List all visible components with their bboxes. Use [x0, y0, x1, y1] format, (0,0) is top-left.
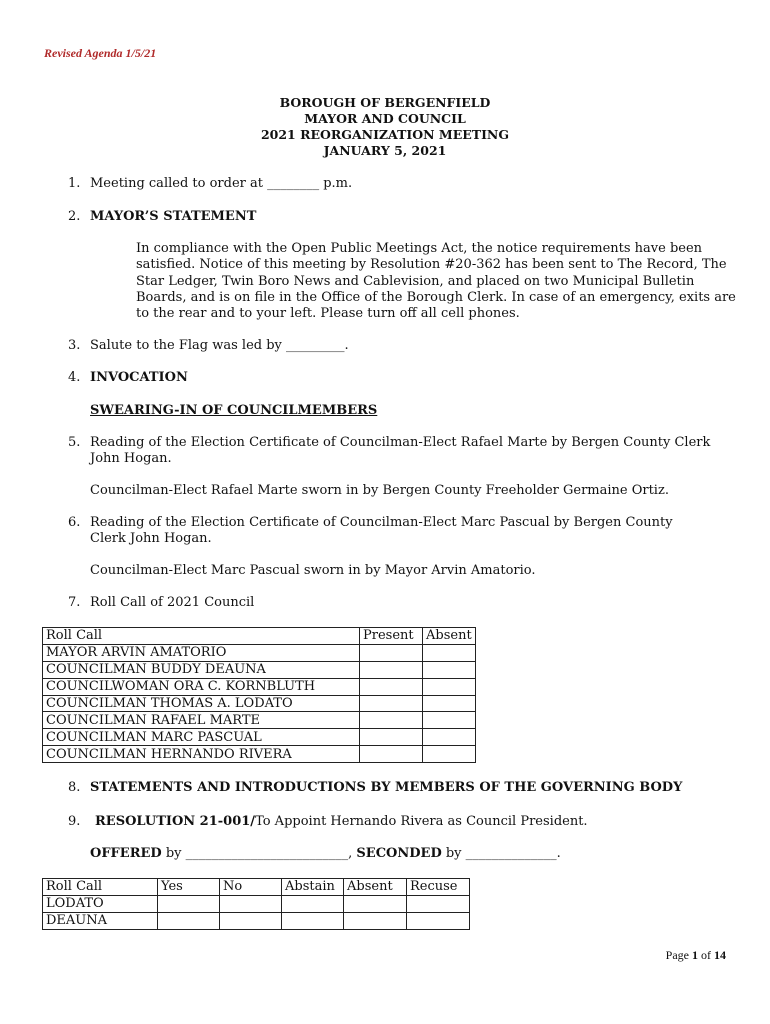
item-6-number: 6. [68, 515, 81, 530]
absent-cell [423, 712, 476, 729]
offered-seconded-line [90, 846, 561, 861]
member-name: COUNCILMAN THOMAS A. LODATO [43, 695, 360, 712]
vote-cell [344, 895, 407, 912]
table-row [43, 695, 476, 712]
item-3-text: Salute to the Flag was led by _________. [90, 338, 349, 353]
member-name: LODATO [43, 895, 158, 912]
table-row [43, 712, 476, 729]
swearing-in-heading: SWEARING-IN OF COUNCILMEMBERS [90, 403, 378, 418]
item-6-line2: Clerk John Hogan. [90, 531, 212, 546]
vote-cell [282, 912, 344, 929]
header-borough: BOROUGH OF BERGENFIELD [279, 95, 491, 110]
vote-cell [220, 912, 282, 929]
present-cell [360, 729, 423, 746]
present-cell [360, 746, 423, 763]
resolution-number: RESOLUTION 21-001/ [95, 814, 256, 829]
item-6-line1: Reading of the Election Certificate of Councilman-Elect Marc Pascual by Bergen County [90, 515, 673, 530]
item-5-line2: John Hogan. [90, 451, 172, 466]
revised-agenda-note: Revised Agenda 1/5/21 [44, 46, 157, 60]
absent-cell [423, 746, 476, 763]
header-meeting: 2021 REORGANIZATION MEETING [260, 127, 510, 142]
item-2-number: 2. [68, 209, 81, 224]
header-cell: Abstain [282, 879, 344, 896]
member-name: DEAUNA [43, 912, 158, 929]
member-name: COUNCILMAN RAFAEL MARTE [43, 712, 360, 729]
table-row [43, 661, 476, 678]
council-roll-call-table [42, 627, 476, 763]
offered-label: OFFERED [90, 846, 162, 861]
total-pages: 14 [714, 948, 726, 962]
item-1-text: Meeting called to order at ________ p.m. [90, 176, 353, 191]
header-cell: Recuse [407, 879, 470, 896]
absent-cell [423, 644, 476, 661]
present-cell [360, 661, 423, 678]
mayor-statement-paragraph: In compliance with the Open Public Meetings Act, the notice requirements have been satisfied. Notice of this meeting by Resolution #20-362 has been sent to The Record, The Star Ledger, Twin Boro News and Cablevision, and placed on two Municipal Bulletin Boards, and is on file in the Office of the Borough Clerk. In case of an emergency, exits are to the rear and to your left. Please turn off all cell phones. [136, 241, 736, 322]
current-page: 1 [692, 948, 698, 962]
header-body: MAYOR AND COUNCIL [304, 111, 466, 126]
item-5-number: 5. [68, 435, 81, 450]
absent-cell [423, 678, 476, 695]
seconded-by-blank: by ______________. [445, 846, 561, 861]
header-date: JANUARY 5, 2021 [323, 143, 447, 158]
of-label: of [701, 948, 711, 962]
item-6-sworn-in: Councilman-Elect Marc Pascual sworn in by Mayor Arvin Amatorio. [90, 563, 536, 578]
table-row [43, 678, 476, 695]
item-5-sworn-in: Councilman-Elect Rafael Marte sworn in by Bergen County Freeholder Germaine Ortiz. [90, 483, 669, 498]
vote-cell [158, 895, 220, 912]
header-cell: Roll Call [43, 628, 360, 645]
item-4-title: INVOCATION [90, 370, 188, 385]
table-row [43, 912, 470, 929]
item-7-text: Roll Call of 2021 Council [90, 595, 255, 610]
header-cell: Yes [158, 879, 220, 896]
item-5-line1: Reading of the Election Certificate of Councilman-Elect Rafael Marte by Bergen County Clerk [90, 435, 711, 450]
absent-cell [423, 695, 476, 712]
document-header [0, 95, 770, 159]
seconded-label: SECONDED [356, 846, 442, 861]
vote-cell [344, 912, 407, 929]
vote-cell [158, 912, 220, 929]
member-name: COUNCILMAN BUDDY DEAUNA [43, 661, 360, 678]
present-cell [360, 644, 423, 661]
item-2-title: MAYOR’S STATEMENT [90, 209, 257, 224]
member-name: COUNCILMAN MARC PASCUAL [43, 729, 360, 746]
vote-cell [407, 895, 470, 912]
item-3-number: 3. [68, 338, 81, 353]
page-label: Page [665, 948, 689, 962]
page-number [666, 948, 726, 963]
table-row [43, 729, 476, 746]
header-cell: Present [360, 628, 423, 645]
table-header-row [43, 628, 476, 645]
item-8-title: STATEMENTS AND INTRODUCTIONS BY MEMBERS OF THE GOVERNING BODY [90, 780, 683, 795]
item-4-number: 4. [68, 370, 81, 385]
absent-cell [423, 661, 476, 678]
table-row [43, 746, 476, 763]
item-7-number: 7. [68, 595, 81, 610]
resolution-title: To Appoint Hernando Rivera as Council President. [255, 814, 588, 829]
header-cell: Absent [344, 879, 407, 896]
member-name: COUNCILMAN HERNANDO RIVERA [43, 746, 360, 763]
vote-cell [407, 912, 470, 929]
present-cell [360, 678, 423, 695]
item-1-number: 1. [68, 176, 81, 191]
offered-by-blank: by _________________________, [165, 846, 357, 861]
absent-cell [423, 729, 476, 746]
item-9-number: 9. [68, 814, 81, 829]
header-cell: Roll Call [43, 879, 158, 896]
table-header-row [43, 879, 470, 896]
member-name: MAYOR ARVIN AMATORIO [43, 644, 360, 661]
present-cell [360, 712, 423, 729]
header-cell: No [220, 879, 282, 896]
item-9-line [95, 814, 588, 829]
resolution-vote-table [42, 878, 470, 930]
table-row [43, 895, 470, 912]
vote-cell [220, 895, 282, 912]
member-name: COUNCILWOMAN ORA C. KORNBLUTH [43, 678, 360, 695]
item-8-number: 8. [68, 780, 81, 795]
present-cell [360, 695, 423, 712]
vote-cell [282, 895, 344, 912]
table-row [43, 644, 476, 661]
header-cell: Absent [423, 628, 476, 645]
